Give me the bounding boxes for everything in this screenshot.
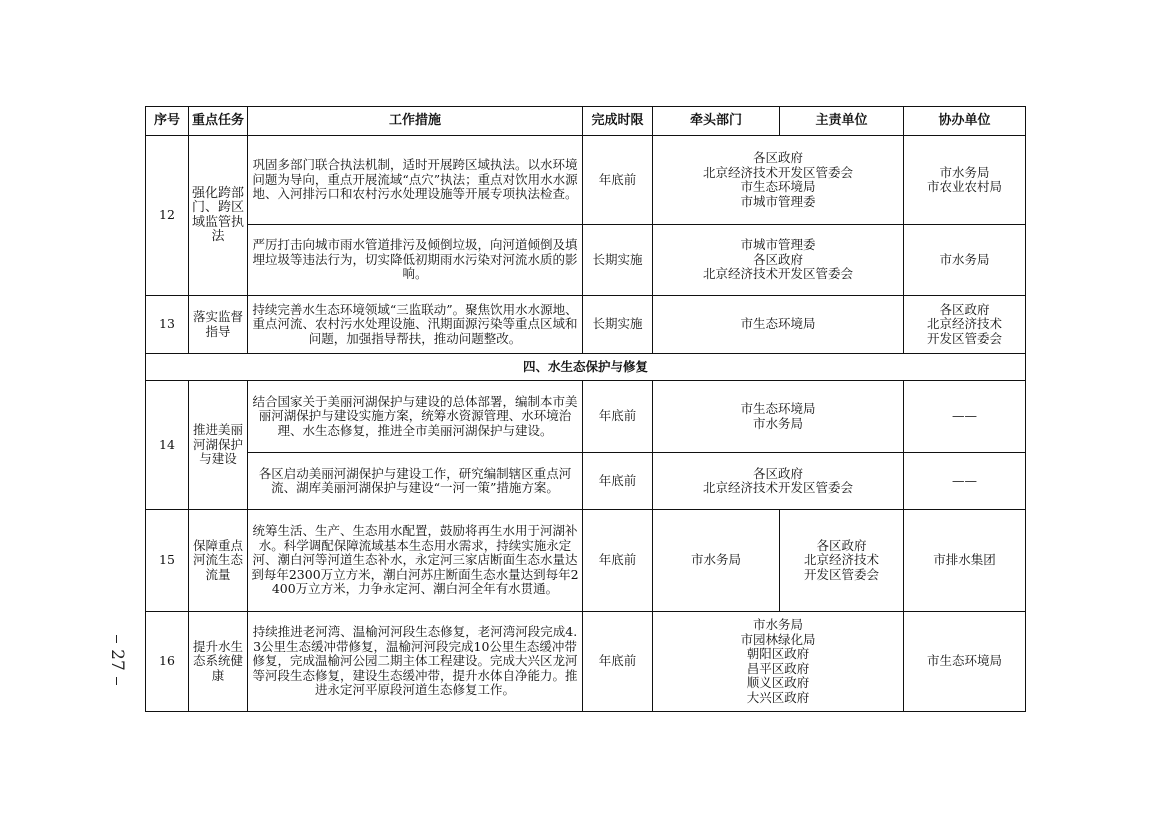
measure-text: 统筹生活、生产、生态用水配置，鼓励将再生水用于河湖补水。科学调配保障流域基本生态用水需求，持续实施永定河、潮白河等河道生态补水，永定河三家店断面生态水量达到每年2300万立方米，潮白河苏庄断面生态水量达到每年2400万立方米，力争永定河、潮白河全年有水贯通。: [248, 510, 583, 612]
header-deadline: 完成时限: [583, 107, 653, 136]
page-number: [67, 635, 167, 685]
table-row: [146, 136, 1026, 225]
deadline: 长期实施: [583, 296, 653, 354]
page-dash-right: [117, 677, 118, 685]
lead-dept: 市生态环境局 市水务局: [653, 381, 904, 453]
section-title: 四、水生态保护与修复: [146, 354, 1026, 381]
row-number: 14: [146, 381, 189, 510]
header-measures: 工作措施: [248, 107, 583, 136]
table-row: [146, 381, 1026, 453]
row-number: 13: [146, 296, 189, 354]
row-number: 12: [146, 136, 189, 296]
deadline: 年底前: [583, 510, 653, 612]
lead-dept: 各区政府 北京经济技术开发区管委会 市生态环境局 市城市管理委: [653, 136, 904, 225]
task-name: 提升水生态系统健康: [189, 612, 248, 712]
table-row: [146, 296, 1026, 354]
table-row: [146, 510, 1026, 612]
table-row: [146, 612, 1026, 712]
task-table: [145, 106, 1026, 712]
assist-unit: ——: [904, 453, 1026, 510]
lead-dept: 各区政府 北京经济技术开发区管委会: [653, 453, 904, 510]
task-name: 推进美丽河湖保护与建设: [189, 381, 248, 510]
header-seq: 序号: [146, 107, 189, 136]
lead-dept: 市水务局 市园林绿化局 朝阳区政府 昌平区政府 顺义区政府 大兴区政府: [653, 612, 904, 712]
deadline: 长期实施: [583, 225, 653, 296]
task-name: 保障重点河流生态流量: [189, 510, 248, 612]
header-lead-dept: 牵头部门: [653, 107, 780, 136]
table-row: [146, 453, 1026, 510]
lead-dept: 市水务局: [653, 510, 780, 612]
header-row: [146, 107, 1026, 136]
responsible-unit: 各区政府 北京经济技术 开发区管委会: [780, 510, 904, 612]
header-responsible: 主责单位: [780, 107, 904, 136]
row-number: 16: [146, 612, 189, 712]
section-row: [146, 354, 1026, 381]
measure-text: 巩固多部门联合执法机制，适时开展跨区域执法。以水环境问题为导向，重点开展流域“点穴”执法；重点对饮用水水源地、入河排污口和农村污水处理设施等开展专项执法检查。: [248, 136, 583, 225]
page-number-text: 27: [107, 649, 127, 671]
lead-dept: 市城市管理委 各区政府 北京经济技术开发区管委会: [653, 225, 904, 296]
assist-unit: 各区政府 北京经济技术 开发区管委会: [904, 296, 1026, 354]
header-task: 重点任务: [189, 107, 248, 136]
task-name: 强化跨部门、跨区域监管执法: [189, 136, 248, 296]
measure-text: 持续推进老河湾、温榆河河段生态修复，老河湾河段完成4.3公里生态缓冲带修复，温榆河河段完成10公里生态缓冲带修复，完成温榆河公园二期主体工程建设。完成大兴区龙河等河段生态修复，建设生态缓冲带，提升水体自净能力。推进永定河平原段河道生态修复工作。: [248, 612, 583, 712]
table-row: [146, 225, 1026, 296]
deadline: 年底前: [583, 136, 653, 225]
measure-text: 严厉打击向城市雨水管道排污及倾倒垃圾，向河道倾倒及填埋垃圾等违法行为，切实降低初期雨水污染对河流水质的影响。: [248, 225, 583, 296]
header-assist: 协办单位: [904, 107, 1026, 136]
assist-unit: ——: [904, 381, 1026, 453]
measure-text: 各区启动美丽河湖保护与建设工作，研究编制辖区重点河流、湖库美丽河湖保护与建设“一河一策”措施方案。: [248, 453, 583, 510]
deadline: 年底前: [583, 453, 653, 510]
measure-text: 结合国家关于美丽河湖保护与建设的总体部署，编制本市美丽河湖保护与建设实施方案，统筹水资源管理、水环境治理、水生态修复，推进全市美丽河湖保护与建设。: [248, 381, 583, 453]
deadline: 年底前: [583, 612, 653, 712]
lead-dept: 市生态环境局: [653, 296, 904, 354]
page-dash-left: [117, 635, 118, 643]
assist-unit: 市生态环境局: [904, 612, 1026, 712]
row-number: 15: [146, 510, 189, 612]
assist-unit: 市排水集团: [904, 510, 1026, 612]
assist-unit: 市水务局 市农业农村局: [904, 136, 1026, 225]
assist-unit: 市水务局: [904, 225, 1026, 296]
deadline: 年底前: [583, 381, 653, 453]
measure-text: 持续完善水生态环境领域“三监联动”。聚焦饮用水水源地、重点河流、农村污水处理设施、汛期面源污染等重点区域和问题，加强指导帮扶，推动问题整改。: [248, 296, 583, 354]
task-name: 落实监督指导: [189, 296, 248, 354]
